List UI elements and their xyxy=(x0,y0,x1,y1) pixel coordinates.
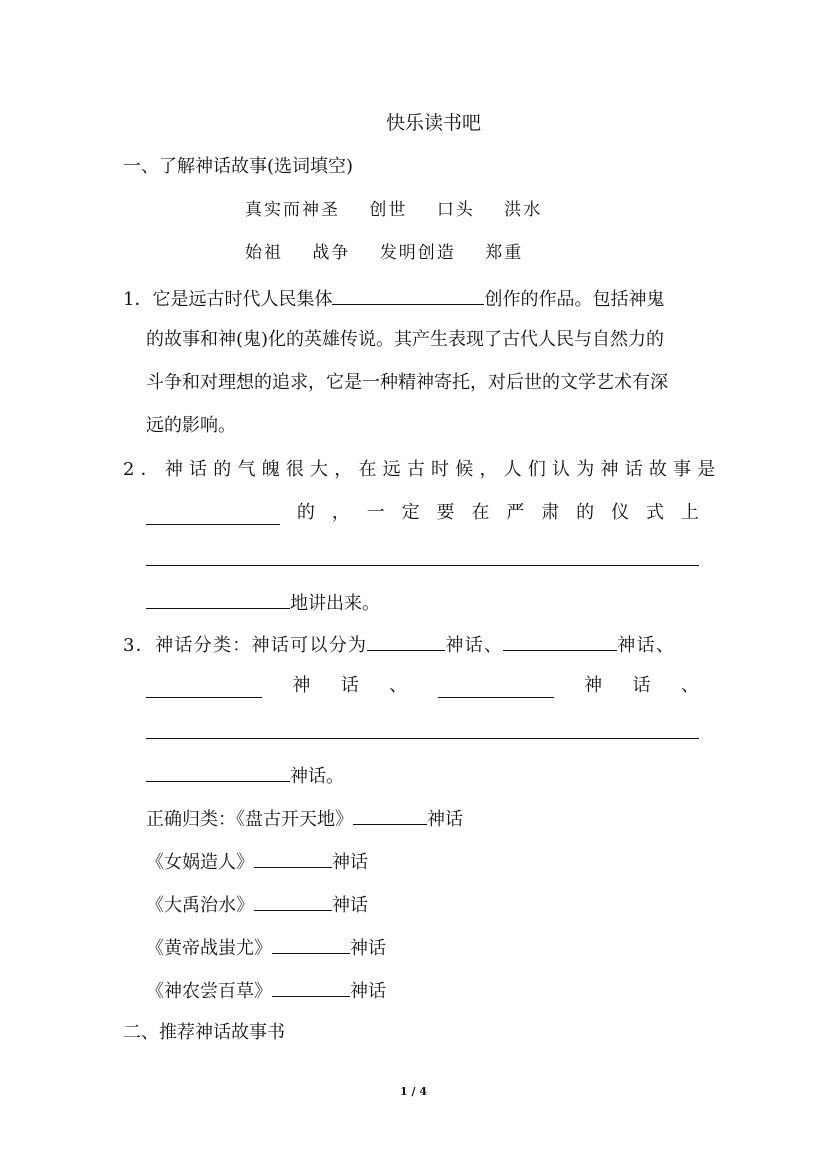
q3-char: 话 xyxy=(340,675,359,696)
q3-classify-row xyxy=(146,934,386,961)
q3-text-a: 神话分类：神话可以分为 xyxy=(155,635,368,656)
q3-word: 神话 xyxy=(617,635,656,656)
q3-char: 、 xyxy=(680,675,699,696)
classify-suffix: 神话 xyxy=(332,895,368,916)
q2-char: 严 xyxy=(506,502,525,523)
q3-blank-2[interactable] xyxy=(503,631,617,651)
book-title: 《女娲造人》 xyxy=(146,852,254,873)
q2-char: 一 xyxy=(366,502,385,523)
book-title: 《盘古开天地》 xyxy=(236,809,353,830)
q3-classify-row xyxy=(146,977,386,1004)
q3-char: 神 xyxy=(584,675,603,696)
q2-line-4 xyxy=(146,589,380,616)
word-bank-item: 战争 xyxy=(312,243,351,263)
q3-blank-3[interactable] xyxy=(146,678,262,698)
word-bank-item: 郑重 xyxy=(485,243,524,263)
q3-classify-row xyxy=(146,891,368,918)
word-bank-item: 洪水 xyxy=(504,200,543,220)
book-title: 《大禹治水》 xyxy=(146,895,254,916)
q2-number: 2． xyxy=(123,459,165,480)
word-bank-item: 口头 xyxy=(436,200,475,220)
q3-line-1 xyxy=(123,631,675,658)
classify-label: 正确归类： xyxy=(146,809,236,830)
classify-suffix: 神话 xyxy=(350,938,386,959)
classify-blank[interactable] xyxy=(254,848,332,868)
q3-char: 、 xyxy=(389,675,408,696)
q2-line-2 xyxy=(146,501,699,525)
q3-line-4 xyxy=(146,762,344,789)
q3-comma: 、 xyxy=(483,635,504,656)
q3-classify-row xyxy=(146,805,463,832)
q2-char: 肃 xyxy=(541,502,560,523)
q3-line-2 xyxy=(146,674,699,698)
q3-blank-6[interactable] xyxy=(146,762,290,782)
q2-char: 上 xyxy=(680,502,699,523)
classify-suffix: 神话 xyxy=(350,981,386,1002)
q2-char: 定 xyxy=(401,502,420,523)
q1-number: 1． xyxy=(123,289,153,310)
word-bank-row-1 xyxy=(245,198,564,222)
q3-blank-4[interactable] xyxy=(438,678,554,698)
classify-blank[interactable] xyxy=(272,934,350,954)
q3-blank-5[interactable] xyxy=(146,738,699,739)
section2-heading: 二、推荐神话故事书 xyxy=(123,1022,285,1043)
q3-number: 3． xyxy=(123,635,156,656)
classify-blank[interactable] xyxy=(254,891,332,911)
q3-classify-row xyxy=(146,848,368,875)
classify-blank[interactable] xyxy=(272,977,350,997)
q3-word: 神话 xyxy=(445,635,484,656)
q1-line-2: 的故事和神(鬼)化的英雄传说。其产生表现了古代人民与自然力的 xyxy=(146,329,665,350)
q2-blank-1[interactable] xyxy=(146,505,280,525)
q2-char: 在 xyxy=(471,502,490,523)
book-title: 《神农尝百草》 xyxy=(146,981,272,1002)
page-title: 快乐读书吧 xyxy=(386,112,482,134)
q3-char: 话 xyxy=(632,675,651,696)
q2-char: 要 xyxy=(436,502,455,523)
q3-comma: 、 xyxy=(655,635,676,656)
q2-char: ， xyxy=(331,502,350,523)
classify-suffix: 神话 xyxy=(332,852,368,873)
q3-char: 神 xyxy=(292,675,311,696)
q2-blank-2[interactable] xyxy=(146,565,699,566)
q2-char: 式 xyxy=(645,502,664,523)
classify-suffix: 神话 xyxy=(427,809,463,830)
q2-char: 的 xyxy=(296,502,315,523)
q1-text-a: 它是远古时代人民集体 xyxy=(152,289,333,310)
q1-text-b: 创作的作品。包括神鬼 xyxy=(484,289,665,310)
q2-blank-3[interactable] xyxy=(146,589,290,609)
q2-line-4-tail: 地讲出来。 xyxy=(290,593,380,614)
q1-blank[interactable] xyxy=(332,285,484,305)
q2-text: 神话的气魄很大，在远古时候，人们认为神话故事是 xyxy=(164,459,722,480)
q1-line-3: 斗争和对理想的追求，它是一种精神寄托，对后世的文学艺术有深 xyxy=(146,372,668,393)
q1-line-1 xyxy=(123,285,664,312)
q2-char: 仪 xyxy=(611,502,630,523)
book-title: 《黄帝战蚩尤》 xyxy=(146,938,272,959)
word-bank-item: 始祖 xyxy=(245,243,283,263)
q3-blank-1[interactable] xyxy=(367,631,445,651)
word-bank-item: 发明创造 xyxy=(379,243,456,263)
q1-line-4: 远的影响。 xyxy=(146,415,236,436)
word-bank-item: 创世 xyxy=(369,200,408,220)
word-bank-item: 真实而神圣 xyxy=(245,200,340,220)
page-number: 1 / 4 xyxy=(400,1085,427,1098)
q2-line-1 xyxy=(123,458,721,482)
section1-heading: 一、了解神话故事(选词填空) xyxy=(123,156,354,177)
classify-blank[interactable] xyxy=(353,805,427,825)
q3-line-4-tail: 神话。 xyxy=(290,766,344,787)
word-bank-row-2 xyxy=(245,241,545,265)
q2-char: 的 xyxy=(576,502,595,523)
